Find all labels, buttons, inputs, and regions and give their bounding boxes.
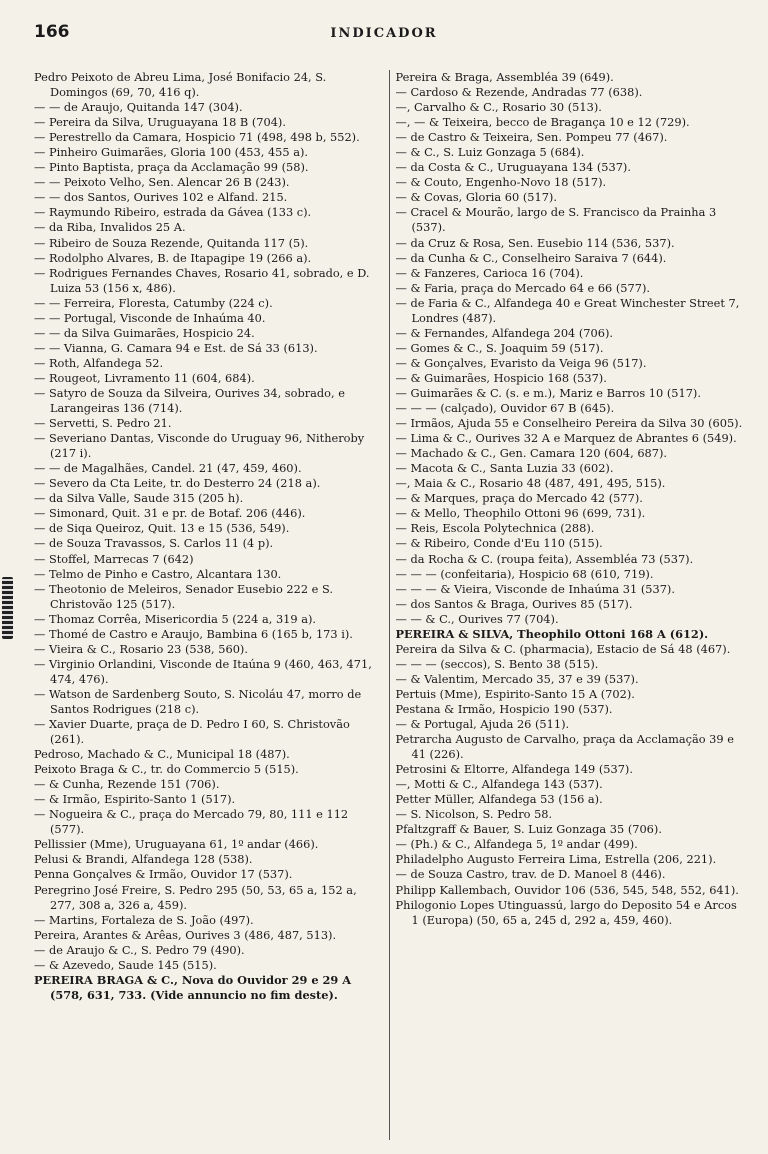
- directory-entry: — & Portugal, Ajuda 26 (511).: [395, 717, 570, 732]
- directory-entry: Pfaltzgraff & Bauer, S. Luiz Gonzaga 35 (706).: [395, 822, 662, 837]
- directory-entry: — Irmãos, Ajuda 55 e Conselheiro Pereira da Silva 30 (605).: [395, 416, 743, 431]
- directory-entry: Penna Gonçalves & Irmão, Ouvidor 17 (537).: [34, 867, 293, 882]
- directory-entry: — Reis, Escola Polytechnica (288).: [395, 521, 595, 536]
- directory-entry: — & Valentim, Mercado 35, 37 e 39 (537).: [395, 671, 639, 686]
- directory-entry: — Telmo de Pinho e Castro, Alcantara 130.: [34, 566, 282, 581]
- directory-entry: — Rougeot, Livramento 11 (604, 684).: [34, 370, 255, 385]
- directory-entry: — — & C., Ourives 77 (704).: [395, 611, 559, 626]
- directory-entry: — & C., S. Luiz Gonzaga 5 (684).: [395, 145, 585, 160]
- directory-entry: — Nogueira & C., praça do Mercado 79, 80, 111 e 112 (577).: [34, 807, 349, 837]
- directory-entry: —, Carvalho & C., Rosario 30 (513).: [395, 100, 602, 115]
- directory-entry: — da Rocha & C. (roupa feita), Assembléa 73 (537).: [395, 551, 694, 566]
- directory-entry: — da Riba, Invalidos 25 A.: [34, 220, 186, 235]
- directory-entry: Pereira da Silva & C. (pharmacia), Estacio de Sá 48 (467).: [395, 641, 731, 656]
- directory-entry: — — dos Santos, Ourives 102 e Alfand. 215.: [34, 190, 288, 205]
- directory-entry: — — — (confeitaria), Hospicio 68 (610, 719).: [395, 566, 654, 581]
- directory-entry: — Pinheiro Guimarães, Gloria 100 (453, 455 a).: [34, 145, 309, 160]
- directory-entry: —, — & Teixeira, becco de Bragança 10 e 12 (729).: [395, 115, 690, 130]
- directory-entry: — — — (calçado), Ouvidor 67 B (645).: [395, 401, 615, 416]
- directory-entry: — Guimarães & C. (s. e m.), Mariz e Barros 10 (517).: [395, 385, 701, 400]
- directory-entry: — (Ph.) & C., Alfandega 5, 1º andar (499).: [395, 837, 638, 852]
- directory-entry: — S. Nicolson, S. Pedro 58.: [395, 807, 553, 822]
- directory-entry: — — de Araujo, Quitanda 147 (304).: [34, 100, 243, 115]
- directory-entry: Petrarcha Augusto de Carvalho, praça da Acclamação 39 e 41 (226).: [395, 732, 734, 762]
- directory-entry: — & Covas, Gloria 60 (517).: [395, 190, 557, 205]
- page-number: 166: [34, 22, 70, 42]
- directory-entry: — Watson de Sardenberg Souto, S. Nicoláu 47, morro de Santos Rodrigues (218 c).: [34, 686, 362, 716]
- directory-entry: — — Vianna, G. Camara 94 e Est. de Sá 33 (613).: [34, 340, 318, 355]
- right-column: [389, 70, 747, 1140]
- running-title: INDICADOR: [330, 25, 438, 41]
- directory-entry: — Servetti, S. Pedro 21.: [34, 416, 172, 431]
- directory-entry: — Roth, Alfandega 52.: [34, 355, 164, 370]
- directory-entry: — Machado & C., Gen. Camara 120 (604, 687).: [395, 446, 668, 461]
- directory-entry: — — — (seccos), S. Bento 38 (515).: [395, 656, 599, 671]
- directory-entry: — Cardoso & Rezende, Andradas 77 (638).: [395, 85, 643, 100]
- directory-entry: — Virginio Orlandini, Visconde de Itaúna 9 (460, 463, 471, 474, 476).: [34, 656, 372, 686]
- directory-entry: — de Siqa Queiroz, Quit. 13 e 15 (536, 549).: [34, 521, 290, 536]
- directory-entry: — & Gonçalves, Evaristo da Veiga 96 (517).: [395, 355, 647, 370]
- directory-entry: Philadelpho Augusto Ferreira Lima, Estrella (206, 221).: [395, 852, 717, 867]
- left-column: [34, 70, 389, 1140]
- directory-entry: PEREIRA BRAGA & C., Nova do Ouvidor 29 e 29 A (578, 631, 733. (Vide annuncio no fim deste).: [34, 972, 352, 1002]
- directory-entry: — da Cunha & C., Conselheiro Saraiva 7 (644).: [395, 250, 667, 265]
- page-header: [34, 22, 734, 44]
- directory-entry: — da Costa & C., Uruguayana 134 (537).: [395, 160, 631, 175]
- directory-entry: — & Azevedo, Saude 145 (515).: [34, 957, 217, 972]
- directory-entry: — & Fanzeres, Carioca 16 (704).: [395, 265, 584, 280]
- directory-entry: — Severo da Cta Leite, tr. do Desterro 24 (218 a).: [34, 476, 321, 491]
- directory-entry: — & Mello, Theophilo Ottoni 96 (699, 731).: [395, 506, 646, 521]
- directory-entry: — Cracel & Mourão, largo de S. Francisco da Prainha 3 (537).: [395, 205, 717, 235]
- directory-entry: Philogonio Lopes Utinguassú, largo do Deposito 54 e Arcos 1 (Europa) (50, 65 a, 245 d, 292 a, 459, 460).: [395, 897, 737, 927]
- directory-entry: Pertuis (Mme), Espirito-Santo 15 A (702).: [395, 686, 635, 701]
- directory-entry: — Thomaz Corrêa, Misericordia 5 (224 a, 319 a).: [34, 611, 317, 626]
- directory-entry: — Macota & C., Santa Luzia 33 (602).: [395, 461, 614, 476]
- directory-entry: — — Portugal, Visconde de Inhaúma 40.: [34, 310, 266, 325]
- directory-entry: — Vieira & C., Rosario 23 (538, 560).: [34, 641, 248, 656]
- directory-entry: — Stoffel, Marrecas 7 (642): [34, 551, 194, 566]
- directory-entry: — & Couto, Engenho-Novo 18 (517).: [395, 175, 607, 190]
- directory-entry: Pedroso, Machado & C., Municipal 18 (487).: [34, 747, 290, 762]
- directory-entry: Peregrino José Freire, S. Pedro 295 (50, 53, 65 a, 152 a, 277, 308 a, 326 a, 459).: [34, 882, 357, 912]
- directory-entry: — Pinto Baptista, praça da Acclamação 99 (58).: [34, 160, 309, 175]
- directory-entry: — Pereira da Silva, Uruguayana 18 B (704).: [34, 115, 286, 130]
- directory-entry: — Rodrigues Fernandes Chaves, Rosario 41, sobrado, e D. Luiza 53 (156 x, 486).: [34, 265, 370, 295]
- directory-entry: Petter Müller, Alfandega 53 (156 a).: [395, 792, 603, 807]
- directory-entry: — de Souza Travassos, S. Carlos 11 (4 p).: [34, 536, 274, 551]
- directory-entry: — Ribeiro de Souza Rezende, Quitanda 117 (5).: [34, 235, 309, 250]
- binding-mark-icon: [2, 577, 13, 639]
- directory-entry: — Martins, Fortaleza de S. João (497).: [34, 912, 254, 927]
- directory-entry: PEREIRA & SILVA, Theophilo Ottoni 168 A (612).: [395, 626, 709, 641]
- directory-entry: — — Peixoto Velho, Sen. Alencar 26 B (243).: [34, 175, 290, 190]
- directory-entry: — da Silva Valle, Saude 315 (205 h).: [34, 491, 244, 506]
- directory-entry: Pelusi & Brandi, Alfandega 128 (538).: [34, 852, 253, 867]
- directory-entry: — & Irmão, Espirito-Santo 1 (517).: [34, 792, 236, 807]
- directory-entry: Pellissier (Mme), Uruguayana 61, 1º andar (466).: [34, 837, 319, 852]
- directory-entry: — de Araujo & C., S. Pedro 79 (490).: [34, 942, 245, 957]
- directory-entry: — Thomé de Castro e Araujo, Bambina 6 (165 b, 173 i).: [34, 626, 353, 641]
- directory-entry: — — Ferreira, Floresta, Catumby (224 c).: [34, 295, 273, 310]
- directory-entry: —, Motti & C., Alfandega 143 (537).: [395, 777, 603, 792]
- directory-entry: — & Faria, praça do Mercado 64 e 66 (577).: [395, 280, 650, 295]
- directory-entry: — & Fernandes, Alfandega 204 (706).: [395, 325, 613, 340]
- directory-entry: — & Cunha, Rezende 151 (706).: [34, 777, 220, 792]
- directory-entry: — & Guimarães, Hospicio 168 (537).: [395, 370, 607, 385]
- directory-entry: — — de Magalhães, Candel. 21 (47, 459, 460).: [34, 461, 302, 476]
- directory-entry: — Rodolpho Alvares, B. de Itapagipe 19 (266 a).: [34, 250, 312, 265]
- directory-columns: [34, 70, 746, 1140]
- directory-entry: — — — & Vieira, Visconde de Inhaúma 31 (537).: [395, 581, 675, 596]
- directory-entry: —, Maia & C., Rosario 48 (487, 491, 495, 515).: [395, 476, 666, 491]
- directory-entry: — Severiano Dantas, Visconde do Uruguay 96, Nitheroby (217 i).: [34, 431, 365, 461]
- directory-entry: Pereira, Arantes & Arêas, Ourives 3 (486, 487, 513).: [34, 927, 337, 942]
- directory-entry: Pestana & Irmão, Hospicio 190 (537).: [395, 701, 613, 716]
- directory-entry: — de Castro & Teixeira, Sen. Pompeu 77 (467).: [395, 130, 668, 145]
- directory-entry: — — da Silva Guimarães, Hospicio 24.: [34, 325, 255, 340]
- directory-entry: — de Souza Castro, trav. de D. Manoel 8 (446).: [395, 867, 666, 882]
- directory-entry: — Satyro de Souza da Silveira, Ourives 34, sobrado, e Larangeiras 136 (714).: [34, 385, 345, 416]
- directory-entry: Pedro Peixoto de Abreu Lima, José Bonifacio 24, S. Domingos (69, 70, 416 q).: [34, 70, 327, 100]
- directory-entry: — da Cruz & Rosa, Sen. Eusebio 114 (536, 537).: [395, 235, 675, 250]
- directory-entry: — dos Santos & Braga, Ourives 85 (517).: [395, 596, 633, 611]
- directory-entry: — Perestrello da Camara, Hospicio 71 (498, 498 b, 552).: [34, 130, 360, 145]
- directory-entry: — Raymundo Ribeiro, estrada da Gávea (133 c).: [34, 205, 312, 220]
- directory-entry: Philipp Kallembach, Ouvidor 106 (536, 545, 548, 552, 641).: [395, 882, 739, 897]
- directory-entry: — Theotonio de Meleiros, Senador Eusebio 222 e S. Christovão 125 (517).: [34, 581, 333, 611]
- directory-entry: — Xavier Duarte, praça de D. Pedro I 60, S. Christovão (261).: [34, 717, 350, 747]
- directory-entry: — Simonard, Quit. 31 e pr. de Botaf. 206 (446).: [34, 506, 306, 521]
- directory-entry: Peixoto Braga & C., tr. do Commercio 5 (515).: [34, 762, 299, 777]
- directory-entry: — & Ribeiro, Conde d'Eu 110 (515).: [395, 536, 603, 551]
- directory-entry: — Lima & C., Ourives 32 A e Marquez de Abrantes 6 (549).: [395, 431, 737, 446]
- directory-entry: Petrosini & Eltorre, Alfandega 149 (537).: [395, 762, 633, 777]
- directory-entry: — de Faria & C., Alfandega 40 e Great Winchester Street 7, Londres (487).: [395, 295, 740, 325]
- directory-entry: Pereira & Braga, Assembléa 39 (649).: [395, 70, 614, 84]
- directory-entry: — Gomes & C., S. Joaquim 59 (517).: [395, 340, 604, 355]
- directory-entry: — & Marques, praça do Mercado 42 (577).: [395, 491, 643, 506]
